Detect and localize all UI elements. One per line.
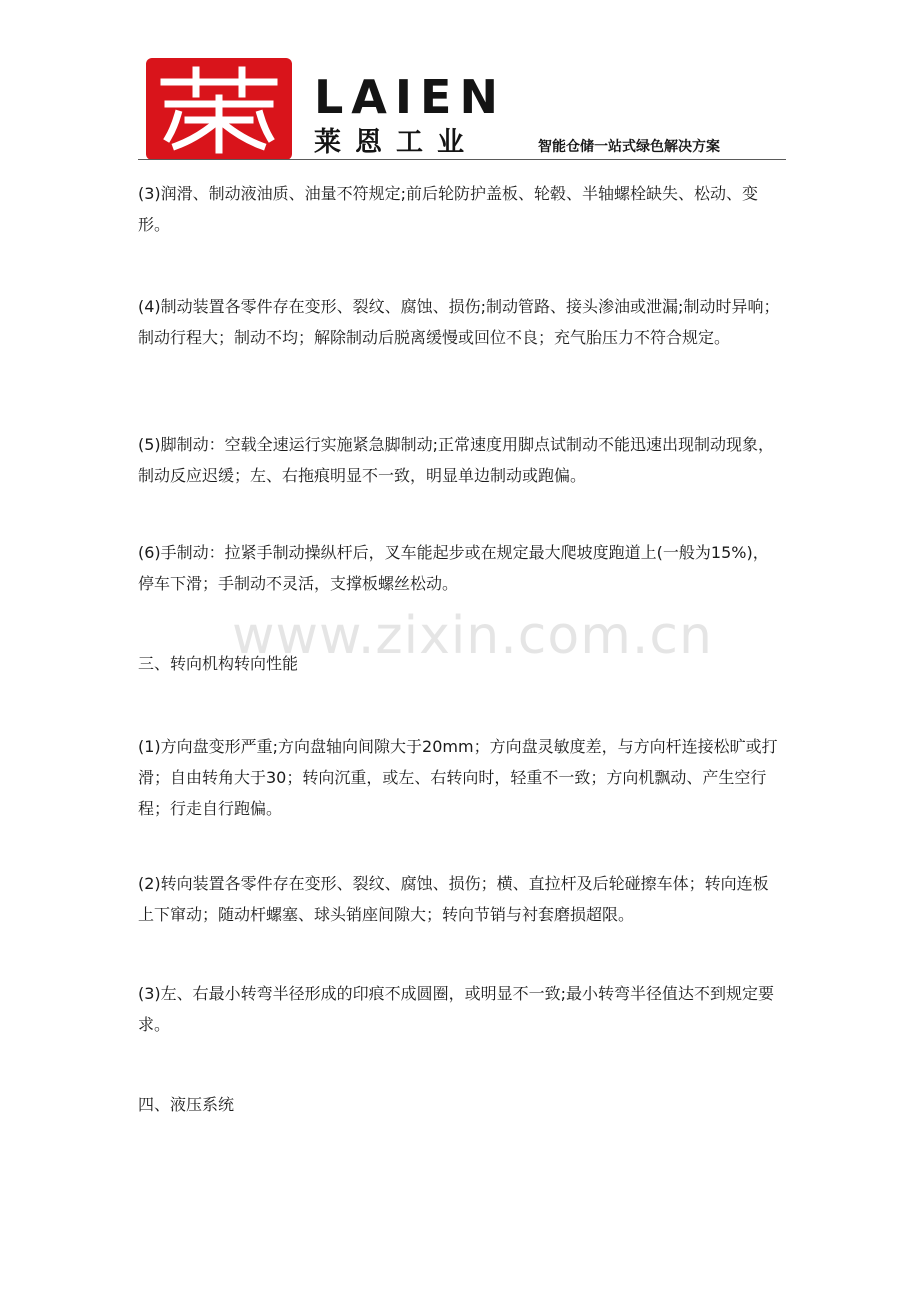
paragraph: (1)方向盘变形严重;方向盘轴向间隙大于20mm；方向盘灵敏度差，与方向杆连接松旷或打滑；自由转角大于30；转向沉重，或左、右转向时，轻重不一致；方向机飘动、产生空行程；行走自行跑偏。 (138, 737, 778, 818)
paragraph: 四、液压系统 (138, 1095, 235, 1114)
brand-tagline: 智能仓储一站式绿色解决方案 (538, 139, 720, 155)
watermark-text: www.zixin.com.cn (232, 606, 713, 666)
paragraph: (3)左、右最小转弯半径形成的印痕不成圆圈，或明显不一致;最小转弯半径值达不到规定要求。 (138, 984, 775, 1034)
brand-chinese-name: 莱恩工业 (314, 127, 478, 158)
paragraph: 三、转向机构转向性能 (138, 654, 299, 673)
laien-logo-seal (146, 58, 292, 160)
brand-english-name: LAIEN (314, 70, 506, 124)
paragraph: (2)转向装置各零件存在变形、裂纹、腐蚀、损伤；横、直拉杆及后轮碰擦车体；转向连板上下窜动；随动杆螺塞、球头销座间隙大；转向节销与衬套磨损超限。 (138, 874, 769, 924)
paragraph: (6)手制动：拉紧手制动操纵杆后，叉车能起步或在规定最大爬坡度跑道上(一般为15%)，停车下滑；手制动不灵活，支撑板螺丝松动。 (138, 543, 769, 593)
document-header (138, 56, 786, 162)
header-divider (138, 159, 786, 160)
paragraph: (4)制动装置各零件存在变形、裂纹、腐蚀、损伤;制动管路、接头渗油或泄漏;制动时异响；制动行程大；制动不均；解除制动后脱离缓慢或回位不良；充气胎压力不符合规定。 (138, 297, 780, 347)
paragraph: (5)脚制动：空载全速运行实施紧急脚制动;正常速度用脚点试制动不能迅速出现制动现象，制动反应迟缓；左、右拖痕明显不一致，明显单边制动或跑偏。 (138, 435, 775, 485)
laien-seal-glyph-icon (146, 58, 292, 160)
paragraph: (3)润滑、制动液油质、油量不符规定;前后轮防护盖板、轮毂、半轴螺栓缺失、松动、变形。 (138, 184, 759, 234)
